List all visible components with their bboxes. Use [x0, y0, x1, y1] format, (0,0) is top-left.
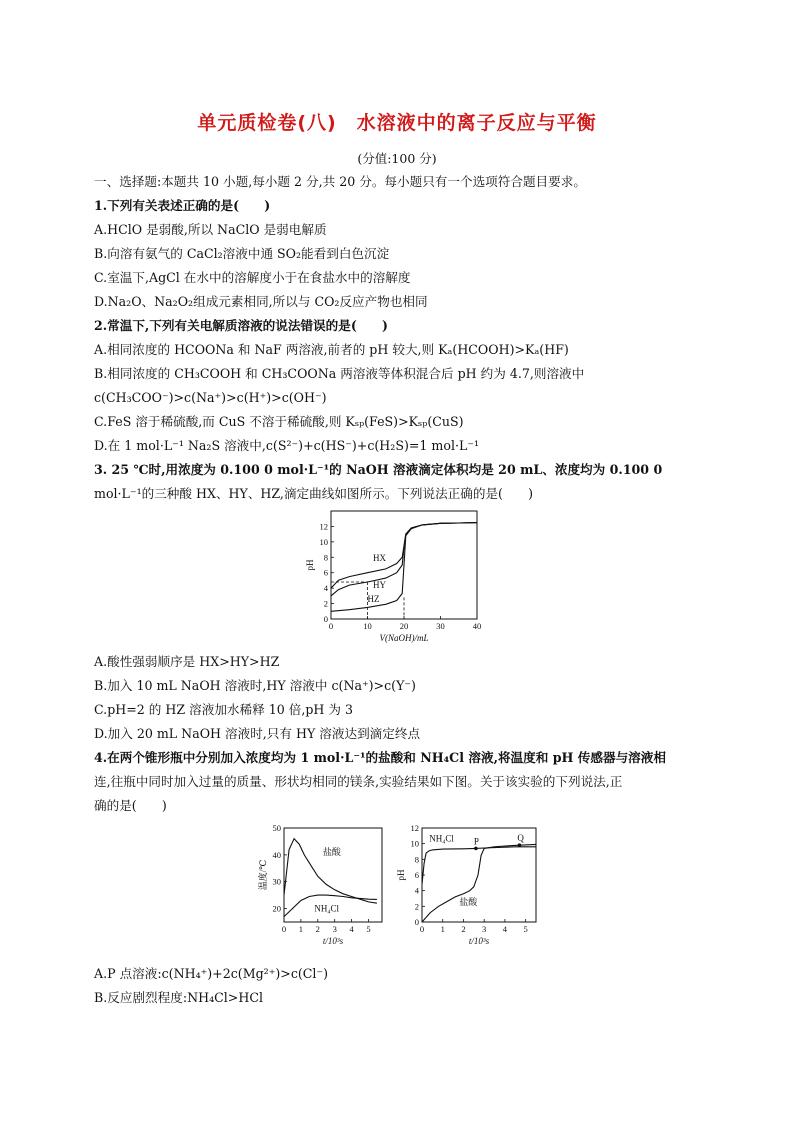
- series-line-1: [331, 523, 477, 589]
- q3-option-b: B.加入 10 mL NaOH 溶液时,HY 溶液中 c(Na⁺)>c(Y⁻): [94, 678, 416, 693]
- q1-option-b: B.向溶有氨气的 CaCl₂溶液中通 SO₂能看到白色沉淀: [94, 246, 390, 261]
- y-tick-label: 2: [323, 598, 328, 609]
- x-tick-label: 4: [502, 924, 508, 934]
- series-label: NH₄Cl: [314, 903, 340, 914]
- page-title: 单元质检卷(八) 水溶液中的离子反应与平衡: [197, 112, 597, 134]
- y-axis-label: pH: [305, 559, 315, 571]
- x-tick-label: 1: [298, 924, 304, 934]
- x-tick-label: 4: [349, 924, 354, 934]
- q4-stem-line3: 确的是( ): [94, 798, 167, 813]
- q3-option-c: C.pH=2 的 HZ 溶液加水稀释 10 倍,pH 为 3: [94, 702, 353, 717]
- q4-option-a: A.P 点溶液:c(NH₄⁺)+2c(Mg²⁺)>c(Cl⁻): [94, 966, 329, 981]
- x-axis-label: V(NaOH)/mL: [379, 633, 429, 643]
- q2-option-d: D.在 1 mol·L⁻¹ Na₂S 溶液中,c(S²⁻)+c(HS⁻)+c(H₂S)=1 mol·L⁻¹: [94, 438, 480, 453]
- q3-stem-line1: 3. 25 ℃时,用浓度为 0.100 0 mol·L⁻¹的 NaOH 溶液滴定体积均是 20 mL、浓度均为 0.100 0: [94, 462, 663, 477]
- q1-option-c: C.室温下,AgCl 在水中的溶解度小于在食盐水中的溶解度: [94, 270, 411, 285]
- x-tick-label: 40: [472, 621, 482, 631]
- x-tick-label: 2: [461, 924, 466, 934]
- q2-option-b-line1: B.相同浓度的 CH₃COOH 和 CH₃COONa 两溶液等体积混合后 pH 约为 4.7,则溶液中: [94, 366, 585, 381]
- y-tick-label: 6: [323, 567, 328, 578]
- x-tick-label: 0: [419, 924, 425, 934]
- y-tick-label: 50: [272, 823, 281, 833]
- q2-stem: 2.常温下,下列有关电解质溶液的说法错误的是( ): [94, 318, 388, 333]
- x-tick-label: 5: [366, 924, 371, 934]
- x-axis-label: t/10³s: [468, 936, 490, 946]
- series-label: HZ: [367, 594, 380, 605]
- series-label: NH₄Cl: [429, 833, 454, 844]
- x-axis-label: t/10³s: [322, 936, 344, 946]
- y-tick-label: 4: [414, 885, 419, 896]
- q2-option-c: C.FeS 溶于稀硫酸,而 CuS 不溶于稀硫酸,则 Kₛₚ(FeS)>Kₛₚ(CuS): [94, 414, 464, 429]
- q4-option-b: B.反应剧烈程度:NH₄Cl>HCl: [94, 990, 263, 1005]
- q4-stem-line2: 连,往瓶中同时加入过量的质量、形状均相同的镁条,实验结果如下图。关于该实验的下列说法,正: [94, 774, 623, 789]
- q1-option-d: D.Na₂O、Na₂O₂组成元素相同,所以与 CO₂反应产物也相同: [94, 294, 428, 309]
- x-tick-label: 5: [523, 924, 528, 934]
- y-axis-label: 温度/℃: [258, 859, 268, 891]
- q3-stem-line2: mol·L⁻¹的三种酸 HX、HY、HZ,滴定曲线如图所示。下列说法正确的是( ): [94, 486, 534, 501]
- section-header: 一、选择题:本题共 10 小题,每小题 2 分,共 20 分。每小题只有一个选项符合题目要求。: [94, 174, 586, 189]
- x-tick-label: 30: [436, 621, 445, 631]
- point-p: [474, 847, 478, 851]
- q3-option-a: A.酸性强弱顺序是 HX>HY>HZ: [94, 654, 280, 669]
- score-note: (分值:100 分): [357, 151, 437, 166]
- y-tick-label: 10: [319, 536, 328, 547]
- x-tick-label: 0: [281, 924, 287, 934]
- y-tick-label: 6: [414, 870, 419, 880]
- y-tick-label: 12: [319, 521, 328, 532]
- x-tick-label: 0: [328, 621, 334, 631]
- x-tick-label: 1: [440, 924, 445, 934]
- y-tick-label: 0: [414, 917, 419, 927]
- series-label: 盐酸: [459, 896, 478, 907]
- point-q: [518, 843, 522, 847]
- y-tick-label: 40: [272, 849, 281, 860]
- y-tick-label: 10: [410, 838, 419, 849]
- series-label: HY: [372, 580, 386, 591]
- y-tick-label: 8: [323, 552, 328, 563]
- y-tick-label: 12: [410, 823, 419, 833]
- series-label: 盐酸: [322, 846, 341, 857]
- x-tick-label: 3: [332, 924, 337, 934]
- x-tick-label: 3: [482, 924, 487, 934]
- q1-option-a: A.HClO 是弱酸,所以 NaClO 是弱电解质: [94, 222, 327, 237]
- y-tick-label: 0: [323, 614, 328, 624]
- y-tick-label: 2: [414, 901, 419, 912]
- x-tick-label: 10: [363, 621, 372, 631]
- y-tick-label: 4: [323, 583, 328, 594]
- q3-option-d: D.加入 20 mL NaOH 溶液时,只有 HY 溶液达到滴定终点: [94, 726, 421, 741]
- x-tick-label: 2: [315, 924, 320, 934]
- temperature-chart: [250, 822, 390, 952]
- series-label: HX: [372, 553, 386, 564]
- q2-option-a: A.相同浓度的 HCOONa 和 NaF 两溶液,前者的 pH 较大,则 Kₐ(HCOOH)>Kₐ(HF): [94, 342, 569, 357]
- x-tick-label: 20: [399, 621, 409, 631]
- point-label: P: [473, 836, 479, 847]
- series-line-2: [422, 844, 536, 922]
- y-tick-label: 20: [272, 903, 281, 914]
- ph-chart: [398, 822, 543, 952]
- y-tick-label: 30: [272, 876, 281, 887]
- q1-stem: 1.下列有关表述正确的是( ): [94, 198, 271, 213]
- titration-chart: [305, 505, 500, 645]
- y-axis-label: pH: [396, 869, 406, 881]
- q4-stem-line1: 4.在两个锥形瓶中分别加入浓度均为 1 mol·L⁻¹的盐酸和 NH₄Cl 溶液,将温度和 pH 传感器与溶液相: [94, 750, 666, 765]
- point-label: Q: [517, 833, 524, 844]
- y-tick-label: 8: [414, 854, 419, 865]
- q2-option-b-line2: c(CH₃COO⁻)>c(Na⁺)>c(H⁺)>c(OH⁻): [94, 390, 327, 405]
